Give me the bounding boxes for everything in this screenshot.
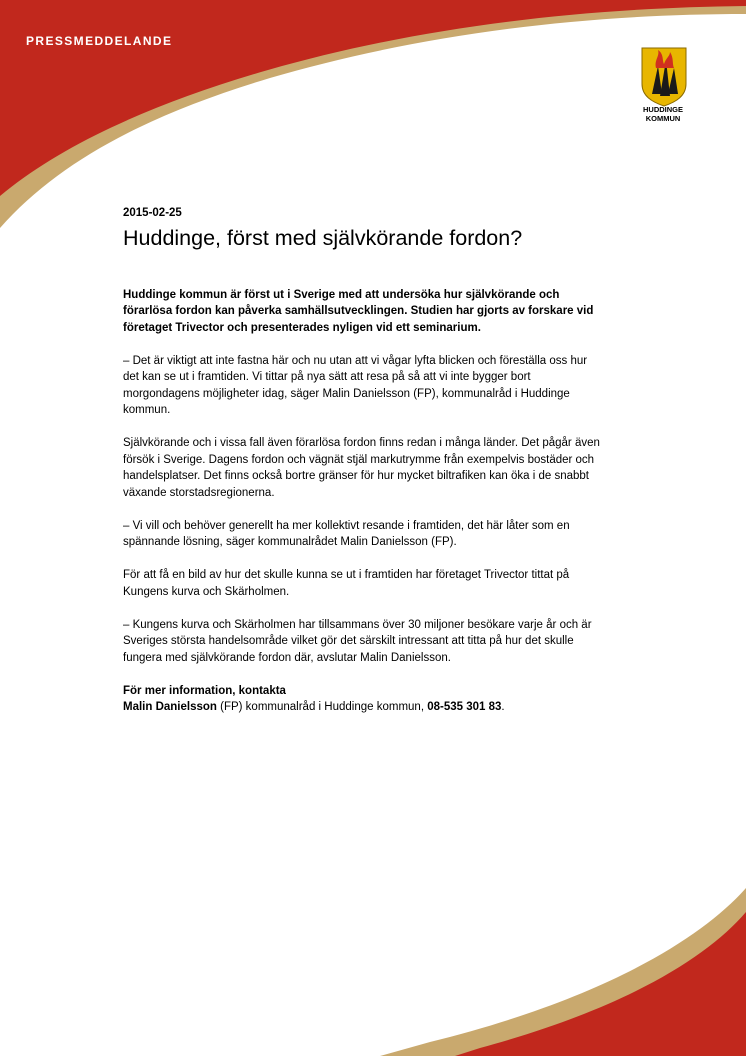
article-paragraph: – Det är viktigt att inte fastna här och nu utan att vi vågar lyfta blicken och föreställa oss hur det kan se ut i framtiden. Vi tittar på nya sätt att resa på så att vi inte bygger bort morgondagens möjligheter idag, säger Malin Danielsson (FP), kommunalråd i Huddinge kommun. xyxy=(123,354,588,416)
header-swoosh-red xyxy=(0,0,746,196)
contact-role: (FP) kommunalråd i Huddinge kommun, xyxy=(216,701,428,713)
article-paragraph: – Vi vill och behöver generellt ha mer kollektivt resande i framtiden, det här låter som en spännande lösning, säger kommunalrådet Malin Danielsson (FP). xyxy=(123,519,570,548)
logo-line-1: HUDDINGE xyxy=(642,105,683,114)
article-paragraph: – Kungens kurva och Skärholmen har tillsammans över 30 miljoner besökare varje år och är Sveriges största handelsområde vilket gör det särskilt intressant att titta på hur det skulle fungera med självkörande fordon där, avslutar Malin Danielsson. xyxy=(123,618,592,664)
contact-line xyxy=(123,699,603,716)
article-lead: Huddinge kommun är först ut i Sverige med att undersöka hur självkörande och förarlösa fordon kan påverka samhällsutvecklingen. Studien har gjorts av forskare vid företaget Trivector och presenterades nyligen vid ett seminarium. xyxy=(123,288,594,334)
contact-name: Malin Danielsson xyxy=(123,701,217,713)
article-paragraph: Självkörande och i vissa fall även förarlösa fordon finns redan i många länder. Det pågår även försök i Sverige. Dagens fordon och vägnät stjäl markutrymme från exempelvis bostäder och handelsplatser. Det finns också bortre gränser för hur mycket biltrafiken kan öka i de snabbt växande storstadsregionerna. xyxy=(123,437,600,499)
contact-end: . xyxy=(501,701,505,713)
logo-wordmark xyxy=(624,105,702,123)
article-paragraph: För att få en bild av hur det skulle kunna se ut i framtiden har företaget Trivector tittat på Kungens kurva och Skärholmen. xyxy=(123,569,570,598)
logo-line-2: KOMMUN xyxy=(645,114,681,123)
contact-block xyxy=(123,683,603,716)
contact-phone: 08-535 301 83 xyxy=(427,701,502,713)
article-date: 2015-02-25 xyxy=(123,207,182,219)
press-release-label: PRESSMEDDELANDE xyxy=(26,34,173,48)
article xyxy=(123,205,603,716)
article-title: Huddinge, först med självkörande fordon? xyxy=(123,225,523,250)
contact-heading: För mer information, kontakta xyxy=(123,684,286,697)
